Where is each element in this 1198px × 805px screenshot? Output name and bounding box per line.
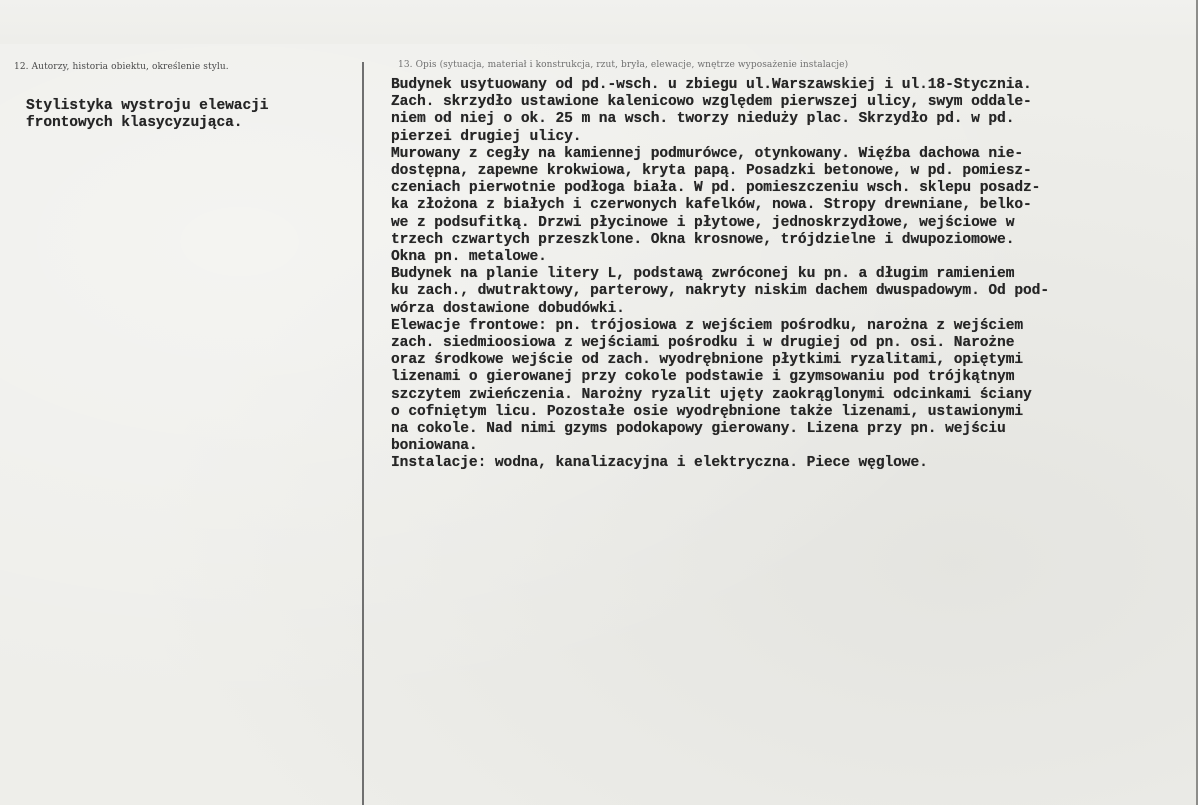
top-paper-edge xyxy=(0,0,1198,44)
text-line: zach. siedmioosiowa z wejściami pośrodku i w drugiej od pn. osi. Narożne xyxy=(391,335,1015,352)
text-line: Instalacje: wodna, kanalizacyjna i elektryczna. Piece węglowe. xyxy=(391,455,928,472)
text-line: szczytem zwieńczenia. Narożny ryzalit ujęty zaokrąglonymi odcinkami ściany xyxy=(391,386,1032,403)
text-line: Budynek usytuowany od pd.-wsch. u zbiegu ul.Warszawskiej i ul.18-Stycznia. xyxy=(391,77,1032,93)
text-line: na cokole. Nad nimi gzyms podokapowy gierowany. Lizena przy pn. wejściu xyxy=(391,421,1006,438)
text-line: Zach. skrzydło ustawione kalenicowo względem pierwszej ulicy, swym oddale- xyxy=(391,94,1032,111)
text-line: Okna pn. metalowe. xyxy=(391,249,547,266)
text-line: boniowana. xyxy=(391,438,478,455)
style-description xyxy=(26,98,268,132)
text-line: niem od niej o ok. 25 m na wsch. tworzy nieduży plac. Skrzydło pd. w pd. xyxy=(391,111,1015,128)
text-line: pierzei drugiej ulicy. xyxy=(391,128,582,145)
text-line: frontowych klasycyzująca. xyxy=(26,115,243,132)
text-line: o cofniętym licu. Pozostałe osie wyodrębnione także lizenami, ustawionymi xyxy=(391,403,1024,420)
text-line: dostępna, zapewne krokwiowa, kryta papą. Posadzki betonowe, w pd. pomiesz- xyxy=(391,163,1032,180)
text-line: czeniach pierwotnie podłoga biała. W pd. pomieszczeniu wsch. sklepu posadz- xyxy=(391,180,1041,197)
text-line: we z podsufitką. Drzwi płycinowe i płytowe, jednoskrzydłowe, wejściowe w xyxy=(391,214,1015,231)
building-description xyxy=(391,77,1049,473)
text-line: lizenami o gierowanej przy cokole podstawie i gzymsowaniu pod trójkątnym xyxy=(391,369,1015,386)
text-line: oraz środkowe wejście od zach. wyodrębnione płytkimi ryzalitami, opiętymi xyxy=(391,352,1024,369)
text-line: Budynek na planie litery L, podstawą zwróconej ku pn. a długim ramieniem xyxy=(391,266,1015,283)
text-line: Murowany z cegły na kamiennej podmurówce, otynkowany. Więźba dachowa nie- xyxy=(391,145,1024,162)
text-line: Elewacje frontowe: pn. trójosiowa z wejściem pośrodku, narożna z wejściem xyxy=(391,317,1024,334)
section-13-label: 13. Opis (sytuacja, materiał i konstrukcja, rzut, bryła, elewacje, wnętrze wyposażenie instalacje) xyxy=(398,60,849,70)
text-line: Stylistyka wystroju elewacji xyxy=(26,98,269,114)
section-12-label: 12. Autorzy, historia obiektu, określenie stylu. xyxy=(14,62,229,72)
text-line: trzech czwartych przeszklone. Okna krosnowe, trójdzielne i dwupoziomowe. xyxy=(391,231,1015,248)
text-line: ku zach., dwutraktowy, parterowy, nakryty niskim dachem dwuspadowym. Od pod- xyxy=(391,283,1049,300)
column-divider xyxy=(362,62,364,805)
text-line: ka złożona z białych i czerwonych kafelków, nowa. Stropy drewniane, belko- xyxy=(391,197,1032,214)
text-line: wórza dostawione dobudówki. xyxy=(391,300,625,317)
